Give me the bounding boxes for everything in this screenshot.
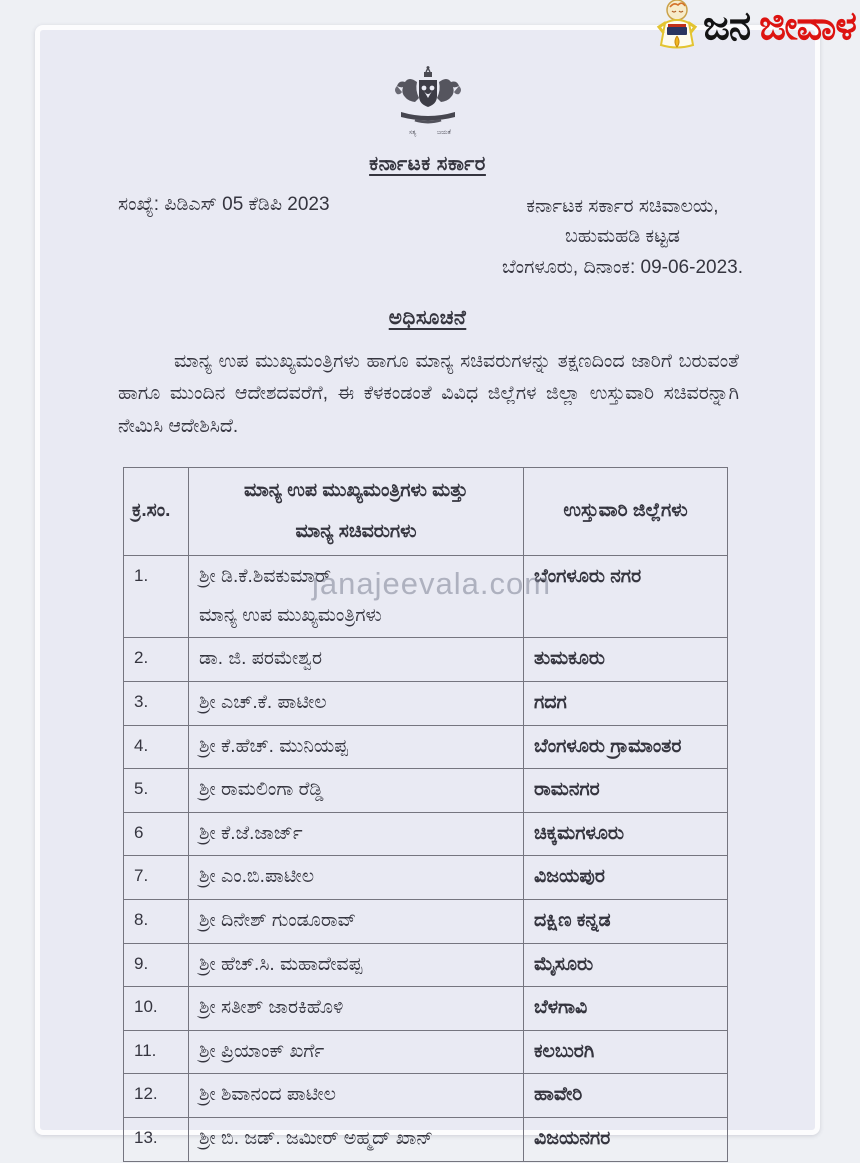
header-ministers-line2: ಮಾನ್ಯ ಸಚಿವರುಗಳು — [295, 520, 417, 542]
table-row — [124, 900, 728, 944]
notification-heading: ಅಧಿಸೂಚನೆ — [388, 307, 467, 330]
cell-slno: 4. — [124, 725, 189, 769]
cell-slno: 6 — [124, 812, 189, 856]
minister-name: ಶ್ರೀ ಶಿವಾನಂದ ಪಾಟೀಲ — [199, 1084, 336, 1106]
cell-district: ಕಲಬುರಗಿ — [524, 1030, 728, 1074]
reference-row — [118, 192, 743, 283]
cell-slno: 5. — [124, 769, 189, 813]
cell-minister — [189, 682, 524, 726]
cell-minister — [189, 556, 524, 638]
minister-designation: ಮಾನ್ಯ ಉಪ ಮುಖ್ಯಮಂತ್ರಿಗಳು — [199, 604, 382, 626]
table-row — [124, 812, 728, 856]
cell-minister — [189, 638, 524, 682]
minister-name: ಡಾ. ಜಿ. ಪರಮೇಶ್ವರ — [199, 648, 323, 670]
minister-name: ಶ್ರೀ ಪ್ರಿಯಾಂಕ್ ಖರ್ಗೆ — [199, 1040, 325, 1062]
reference-number: ಸಂಖ್ಯೆ: ಪಿಡಿಎಸ್ 05 ಕೆಡಿಪಿ 2023 — [118, 194, 330, 215]
government-title: ಕರ್ನಾಟಕ ಸರ್ಕಾರ — [369, 153, 486, 175]
minister-name: ಶ್ರೀ ಸತೀಶ್ ಜಾರಕಿಹೊಳಿ — [199, 997, 344, 1019]
minister-name: ಶ್ರೀ ಬಿ. ಜಡ್. ಜಮೀರ್ ಅಹ್ಮದ್ ಖಾನ್ — [199, 1127, 434, 1149]
minister-name: ಶ್ರೀ ರಾಮಲಿಂಗಾ ರೆಡ್ಡಿ — [199, 779, 324, 801]
cell-slno: 11. — [124, 1030, 189, 1074]
address-line: ಬೆಂಗಳೂರು, ದಿನಾಂಕ: 09-06-2023. — [501, 256, 743, 278]
cell-slno: 2. — [124, 638, 189, 682]
body-paragraph: ಮಾನ್ಯ ಉಪ ಮುಖ್ಯಮಂತ್ರಿಗಳು ಹಾಗೂ ಮಾನ್ಯ ಸಚಿವರುಗಳನ್ನು ತಕ್ಷಣದಿಂದ ಜಾರಿಗೆ ಬರುವಂತೆ ಹಾಗೂ ಮುಂದಿನ ಆದೇಶದವರೆಗೆ, ಈ ಕೆಳಕಂಡಂತೆ ವಿವಿಧ ಜಿಲ್ಲೆಗಳ ಜಿಲ್ಲಾ ಉಸ್ತುವಾರಿ ಸಚಿವರನ್ನಾಗಿ ನೇಮಿಸಿ ಆದೇಶಿಸಿದೆ. — [118, 351, 739, 437]
cell-minister — [189, 1074, 524, 1118]
minister-name: ಶ್ರೀ ಕೆ.ಜೆ.ಜಾರ್ಜ್ — [199, 822, 303, 844]
cell-district: ರಾಮನಗರ — [524, 769, 728, 813]
mascot-icon — [653, 0, 701, 55]
table-row — [124, 725, 728, 769]
address-line: ಬಹುಮಹಡಿ ಕಟ್ಟಡ — [564, 226, 680, 248]
table-row — [124, 856, 728, 900]
site-logo — [653, 0, 856, 52]
cell-district: ದಕ್ಷಿಣ ಕನ್ನಡ — [524, 900, 728, 944]
cell-slno: 7. — [124, 856, 189, 900]
svg-text:ಸತ್ಯ: ಸತ್ಯ — [408, 130, 416, 136]
watermark-text: janajeevala.com — [312, 566, 552, 601]
header-slno: ಕ್ರ.ಸಂ. — [124, 468, 189, 556]
cell-district: ಚಿಕ್ಕಮಗಳೂರು — [524, 812, 728, 856]
cell-slno: 12. — [124, 1074, 189, 1118]
cell-minister — [189, 856, 524, 900]
cell-minister — [189, 943, 524, 987]
minister-name: ಶ್ರೀ ಕೆ.ಹೆಚ್. ಮುನಿಯಪ್ಪ — [199, 735, 348, 757]
table-row — [124, 769, 728, 813]
cell-slno: 1. — [124, 556, 189, 638]
cell-district: ಗದಗ — [524, 682, 728, 726]
table-row — [124, 987, 728, 1031]
cell-minister — [189, 725, 524, 769]
cell-minister — [189, 987, 524, 1031]
table-row — [124, 638, 728, 682]
cell-minister — [189, 812, 524, 856]
table-row — [124, 1074, 728, 1118]
cell-slno: 10. — [124, 987, 189, 1031]
table-row — [124, 1030, 728, 1074]
cell-slno: 3. — [124, 682, 189, 726]
address-line: ಕರ್ನಾಟಕ ಸರ್ಕಾರ ಸಚಿವಾಲಯ, — [526, 196, 719, 217]
document-page — [35, 25, 820, 1149]
svg-text:ಜಯತೆ: ಜಯತೆ — [436, 130, 451, 136]
cell-district: ವಿಜಯಪುರ — [524, 856, 728, 900]
cell-district: ಬೆಂಗಳೂರು ಗ್ರಾಮಾಂತರ — [524, 725, 728, 769]
logo-text-red: ಜೀವಾಳ — [759, 3, 856, 48]
cell-district: ಮೈಸೂರು — [524, 943, 728, 987]
cell-minister — [189, 1117, 524, 1161]
karnataka-state-emblem-icon — [391, 64, 465, 149]
header-ministers — [189, 468, 524, 556]
cell-district: ಹಾವೇರಿ — [524, 1074, 728, 1118]
table-row — [124, 556, 728, 638]
cell-district: ಬೆಂಗಳೂರು ನಗರ — [524, 556, 728, 638]
cell-slno: 9. — [124, 943, 189, 987]
table-row — [124, 682, 728, 726]
header-districts: ಉಸ್ತುವಾರಿ ಜಿಲ್ಲೆಗಳು — [524, 468, 728, 556]
minister-name: ಶ್ರೀ ಡಿ.ಕೆ.ಶಿವಕುಮಾರ್ — [199, 566, 332, 588]
cell-slno: 8. — [124, 900, 189, 944]
table-header-row — [124, 468, 728, 556]
cell-district: ತುಮಕೂರು — [524, 638, 728, 682]
cell-district: ಬೆಳಗಾವಿ — [524, 987, 728, 1031]
cell-slno: 13. — [124, 1117, 189, 1161]
table-row — [124, 943, 728, 987]
cell-minister — [189, 1030, 524, 1074]
minister-name: ಶ್ರೀ ದಿನೇಶ್ ಗುಂಡೂರಾವ್ — [199, 910, 356, 931]
logo-text-black: ಜನ — [702, 3, 751, 48]
minister-name: ಶ್ರೀ ಎಚ್.ಕೆ. ಪಾಟೀಲ — [199, 692, 327, 714]
address-block — [502, 192, 743, 283]
table-row — [124, 1117, 728, 1161]
cell-minister — [189, 769, 524, 813]
minister-name: ಶ್ರೀ ಎಂ.ಬಿ.ಪಾಟೀಲ — [199, 866, 315, 888]
cell-district: ವಿಜಯನಗರ — [524, 1117, 728, 1161]
header-ministers-line1: ಮಾನ್ಯ ಉಪ ಮುಖ್ಯಮಂತ್ರಿಗಳು ಮತ್ತು — [244, 480, 468, 502]
cell-minister — [189, 900, 524, 944]
ministers-districts-table — [123, 467, 728, 1162]
minister-name: ಶ್ರೀ ಹೆಚ್.ಸಿ. ಮಹಾದೇವಪ್ಪ — [199, 953, 363, 975]
